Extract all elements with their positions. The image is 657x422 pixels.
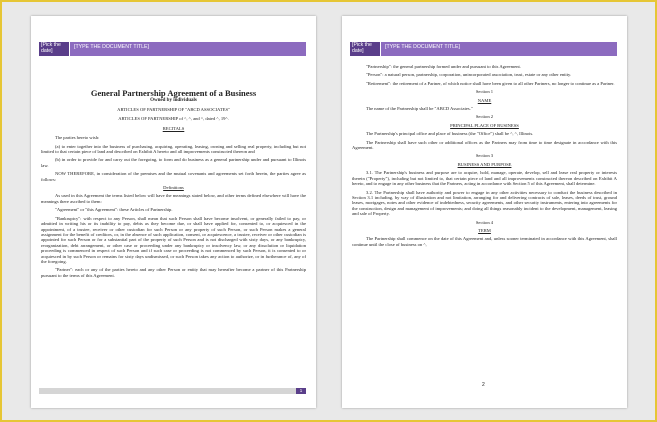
page-number: 2 bbox=[482, 382, 485, 388]
paragraph: 3.2. The Partnership shall have authority and power to engage in any other activities necessary to conduct the business described in Section 3.1 including, by way of illustration and not limitation, arranging for and delivering contracts of sale, leases, deeds of trust, ground leases, mortgages, notes and other evidence of indebtedness, security agreements, and other security instruments, entering into agreements for the construction, design and management of improvements; and doing all things reasonably incident to the development, management, leasing and sale of Property. bbox=[352, 189, 617, 217]
document-title-field[interactable]: [TYPE THE DOCUMENT TITLE] bbox=[381, 42, 617, 56]
paragraph: "Agreement" or "this Agreement": these Articles of Partnership. bbox=[55, 207, 173, 213]
footer-band bbox=[39, 388, 296, 394]
document-title: General Partnership Agreement of a Business bbox=[90, 88, 257, 98]
paragraph: "Retirement": the retirement of a Partner, of which notice shall have been given to all other Partners, no longer to continue as a Partner. bbox=[366, 80, 615, 86]
paragraph: "Bankruptcy": with respect to any Person, shall mean that such Person shall have become insolvent, or generally failed to pay, or admitted in writing his or its inability to pay, debts as they become due, or shall have applied for, consented to, or acquiesced in the appointment, of a trustee, receiver or other custodian for such Person or any property of such Person, or such Person makes a general assignment for the benefit of creditors, or, in the absence of such application, consent, or acquiescence, a trustee, receiver or other custodian is appointed for such Person or for a substantial part of the property of such Person and is not discharged with sixty days, or any bankruptcy, reorganization, debt arrangement, or other case or proceeding under any bankruptcy or insolvency law, or any dissolution or liquidation proceeding is commenced in respect of such Person and if such case or proceeding is not commenced by such Person, it is consented to or acquiesced in by such Person or remains for sixty days undismissed, or such Person takes any action to authorize, or in furtherance of, any of the foregoing. bbox=[41, 215, 306, 264]
paragraph: The Partnership's principal office and place of business (the "Office") shall be ^, ^, Illinois. bbox=[366, 131, 534, 137]
page-1 bbox=[31, 16, 316, 408]
page-header bbox=[39, 42, 306, 56]
section-heading: Section 1 bbox=[475, 89, 494, 95]
paragraph: The parties hereto wish: bbox=[55, 135, 100, 141]
page-footer bbox=[39, 388, 306, 394]
section-title: NAME bbox=[477, 97, 492, 103]
paragraph: 3.1. The Partnership's business and purpose are to acquire, hold, manage, operate, develop, sell and lease real property or interests therein ("Property"), including but not limited to, that certain piece of land and all improvements constructed thereon described on Exhibit A hereto, and to engage in any other business that the Partners, acting in accordance with Section 5 of this Agreement, shall determine. bbox=[352, 170, 617, 187]
paragraph: The name of the Partnership shall be "ABCD Associates." bbox=[366, 106, 473, 112]
page-number: 1 bbox=[296, 388, 306, 394]
document-subtitle: Owned by individuals bbox=[150, 98, 197, 103]
document-title-field[interactable]: [TYPE THE DOCUMENT TITLE] bbox=[70, 42, 306, 56]
page-header bbox=[350, 42, 617, 56]
paragraph: (b) in order to provide for and carry out the foregoing, to form and do business as a general partnership under and pursuant to Illinois law. bbox=[41, 157, 306, 168]
page-2 bbox=[342, 16, 627, 408]
section-heading: Section 4 bbox=[475, 219, 494, 225]
section-heading: Section 3 bbox=[475, 153, 494, 159]
section-heading: Section 2 bbox=[475, 114, 494, 120]
paragraph: "Partnership": the general partnership formed under and pursuant to this Agreement. bbox=[366, 64, 521, 69]
recitals-heading: RECITALS bbox=[162, 125, 185, 131]
paragraph: "Partner": each or any of the parties hereto and any other Person or entity that may hereafter become a partner of this Partnership pursuant to the terms of this Agreement. bbox=[41, 267, 306, 278]
section-title: TERM bbox=[478, 227, 491, 233]
section-title: PRINCIPAL PLACE OF BUSINESS bbox=[450, 122, 519, 128]
date-field[interactable]: [Pick the date] bbox=[350, 42, 380, 56]
articles-heading: ARTICLES OF PARTNERSHIP OF "ABCD ASSOCIATES" bbox=[117, 107, 230, 112]
definitions-heading: Definitions bbox=[163, 185, 184, 191]
paragraph: NOW THEREFORE, in consideration of the premises and the mutual covenants and agreements set forth herein, the parties agree as follows: bbox=[41, 171, 306, 182]
paragraph: The Partnership shall commence on the date of this Agreement and, unless sooner terminated in accordance with this Agreement, shall continue until the close of business on ^, bbox=[352, 236, 617, 247]
section-title: BUSINESS AND PURPOSE bbox=[457, 161, 512, 167]
page-1-content bbox=[41, 64, 306, 382]
articles-dated: ARTICLES OF PARTNERSHIP of ^, ^, and ^, dated ^, 19^. bbox=[118, 116, 229, 122]
paragraph: (a) to enter together into the business of purchasing, acquiring, operating, leasing, owning and selling real property, including but not limited to that certain piece of land and described on Exhibit A hereto and all improvements constructed thereon and bbox=[41, 143, 306, 155]
paragraph: As used in this Agreement the terms listed below will have the meanings stated below, and other terms defined elsewhere will have the meanings there ascribed to them: bbox=[41, 193, 306, 204]
paragraph: "Person": a natural person, partnership, corporation, unincorporated association, trust, estate or any other entity. bbox=[366, 72, 572, 78]
page-2-content bbox=[352, 64, 617, 382]
date-field[interactable]: [Pick the date] bbox=[39, 42, 69, 56]
paragraph: The Partnership shall have such other or additional offices as the Partners may from time to time designate in accordance with this Agreement. bbox=[352, 139, 617, 151]
